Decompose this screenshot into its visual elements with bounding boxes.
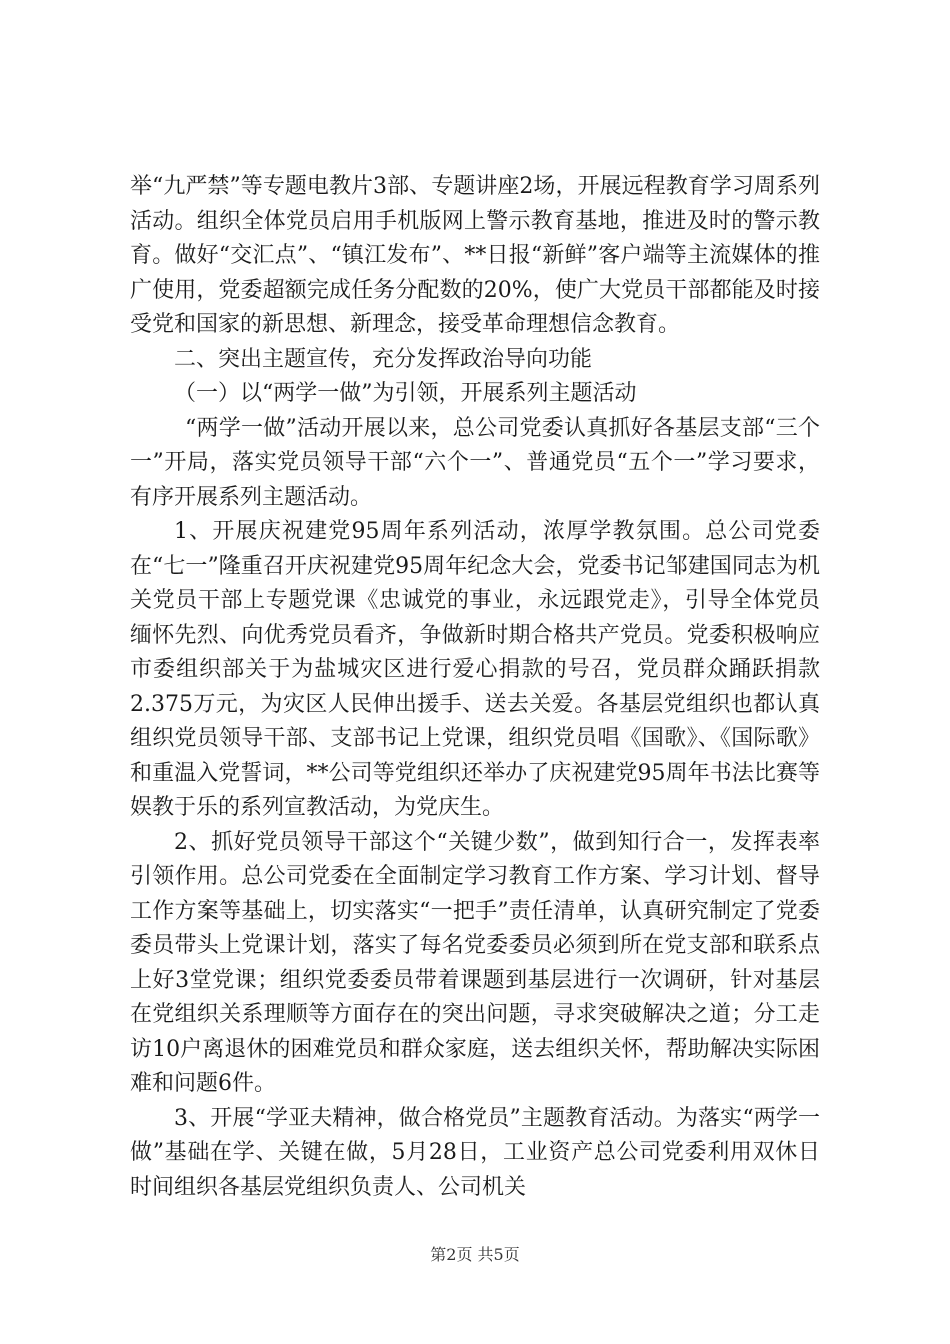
- paragraph: 1、开展庆祝建党95周年系列活动，浓厚学教氛围。总公司党委在“七一”隆重召开庆祝建党95周年纪念大会，党委书记邹建国同志为机关党员干部上专题党课《忠诚党的事业，永远跟党走》，引导全体党员缅怀先烈、向优秀党员看齐，争做新时期合格共产党员。党委积极响应市委组织部关于为盐城灾区进行爱心捐款的号召，党员群众踊跃捐款2.375万元，为灾区人民伸出援手、送去关爱。各基层党组织也都认真组织党员领导干部、支部书记上党课，组织党员唱《国歌》、《国际歌》和重温入党誓词，**公司等党组织还举办了庆祝建党95周年书法比赛等娱教于乐的系列宣教活动，为党庆生。: [130, 519, 820, 820]
- paragraph: 2、抓好党员领导干部这个“关键少数”，做到知行合一，发挥表率引领作用。总公司党委在全面制定学习教育工作方案、学习计划、督导工作方案等基础上，切实落实“一把手”责任清单，认真研究制定了党委委员带头上党课计划，落实了每名党委委员必须到所在党支部和联系点上好3堂党课；组织党委委员带着课题到基层进行一次调研，针对基层在党组织关系理顺等方面存在的突出问题，寻求突破解决之道；分工走访10户离退休的困难党员和群众家庭，送去组织关怀，帮助解决实际困难和问题6件。: [130, 829, 820, 1096]
- section-heading: 二、突出主题宣传，充分发挥政治导向功能: [174, 346, 593, 372]
- subsection-heading: （一）以“两学一做”为引领，开展系列主题活动: [174, 381, 637, 406]
- paragraph: 3、开展“学亚夫精神，做合格党员”主题教育活动。为落实“两学一做”基础在学、关键在做，5月28日，工业资产总公司党委利用双休日时间组织各基层党组织负责人、公司机关: [130, 1105, 820, 1200]
- page-number: 第2页 共5页: [430, 1245, 520, 1264]
- paragraph: “两学一做”活动开展以来，总公司党委认真抓好各基层支部“三个一”开局，落实党员领导干部“六个一”、普通党员“五个一”学习要求，有序开展系列主题活动。: [130, 415, 820, 510]
- document-body: [130, 170, 820, 1205]
- paragraph-continuation: 举“九严禁”等专题电教片3部、专题讲座2场，开展远程教育学习周系列活动。组织全体党员启用手机版网上警示教育基地，推进及时的警示教育。做好“交汇点”、“镇江发布”、**日报“新鲜”客户端等主流媒体的推广使用，党委超额完成任务分配数的20%，使广大党员干部都能及时接受党和国家的新思想、新理念，接受革命理想信念教育。: [130, 174, 820, 337]
